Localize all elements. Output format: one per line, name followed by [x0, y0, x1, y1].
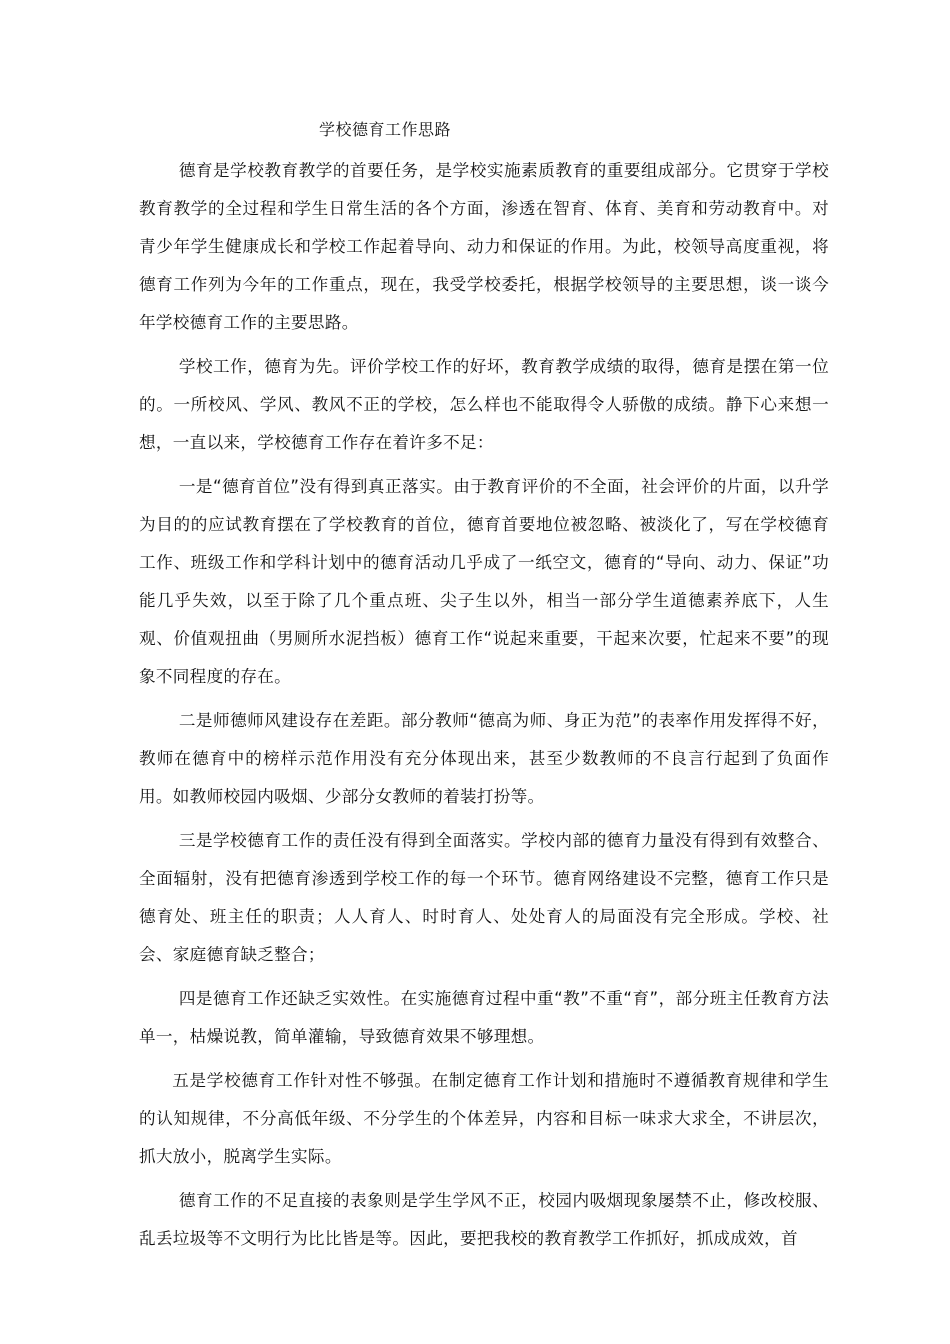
paragraph-point-two: 二是师德师风建设存在差距。部分教师“德高为师、身正为范”的表率作用发挥得不好，教师在德育中的榜样示范作用没有充分体现出来，甚至少数教师的不良言行起到了负面作用。如教师校园内吸烟、少部分女教师的着装打扮等。 — [139, 711, 829, 806]
paragraph-point-three: 三是学校德育工作的责任没有得到全面落实。学校内部的德育力量没有得到有效整合、全面辐射，没有把德育渗透到学校工作的每一个环节。德育网络建设不完整，德育工作只是德育处、班主任的职责；人人育人、时时育人、处处育人的局面没有完全形成。学校、社会、家庭德育缺乏整合； — [139, 831, 829, 964]
document-title: 学校德育工作思路 — [318, 120, 451, 139]
document-body — [139, 152, 829, 1264]
paragraph-intro: 德育是学校教育教学的首要任务，是学校实施素质教育的重要组成部分。它贯穿于学校教育教学的全过程和学生日常生活的各个方面，渗透在智育、体育、美育和劳动教育中。对青少年学生健康成长和学校工作起着导向、动力和保证的作用。为此，校领导高度重视，将德育工作列为今年的工作重点，现在，我受学校委托，根据学校领导的主要思想，谈一谈今年学校德育工作的主要思路。 — [139, 161, 829, 332]
paragraph-point-four: 四是德育工作还缺乏实效性。在实施德育过程中重“教”不重“育”，部分班主任教育方法单一，枯燥说教，简单灌输，导致德育效果不够理想。 — [139, 989, 829, 1046]
paragraph-point-one: 一是“德育首位”没有得到真正落实。由于教育评价的不全面，社会评价的片面，以升学为目的的应试教育摆在了学校教育的首位，德育首要地位被忽略、被淡化了，写在学校德育工作、班级工作和学科计划中的德育活动几乎成了一纸空文，德育的“导向、动力、保证”功能几乎失效，以至于除了几个重点班、尖子生以外，相当一部分学生道德素养底下，人生观、价值观扭曲（男厕所水泥挡板）德育工作“说起来重要，干起来次要，忙起来不要”的现象不同程度的存在。 — [139, 477, 829, 686]
paragraph-moral-first: 学校工作，德育为先。评价学校工作的好坏，教育教学成绩的取得，德育是摆在第一位的。一所校风、学风、教风不正的学校，怎么样也不能取得令人骄傲的成绩。静下心来想一想，一直以来，学校德育工作存在着许多不足： — [139, 357, 829, 452]
paragraph-conclusion: 德育工作的不足直接的表象则是学生学风不正，校园内吸烟现象屡禁不止，修改校服、乱丢垃圾等不文明行为比比皆是等。因此，要把我校的教育教学工作抓好，抓成成效，首 — [139, 1191, 829, 1248]
paragraph-point-five: 五是学校德育工作针对性不够强。在制定德育工作计划和措施时不遵循教育规律和学生的认知规律，不分高低年级、不分学生的个体差异，内容和目标一味求大求全，不讲层次，抓大放小，脱离学生实际。 — [139, 1071, 829, 1166]
